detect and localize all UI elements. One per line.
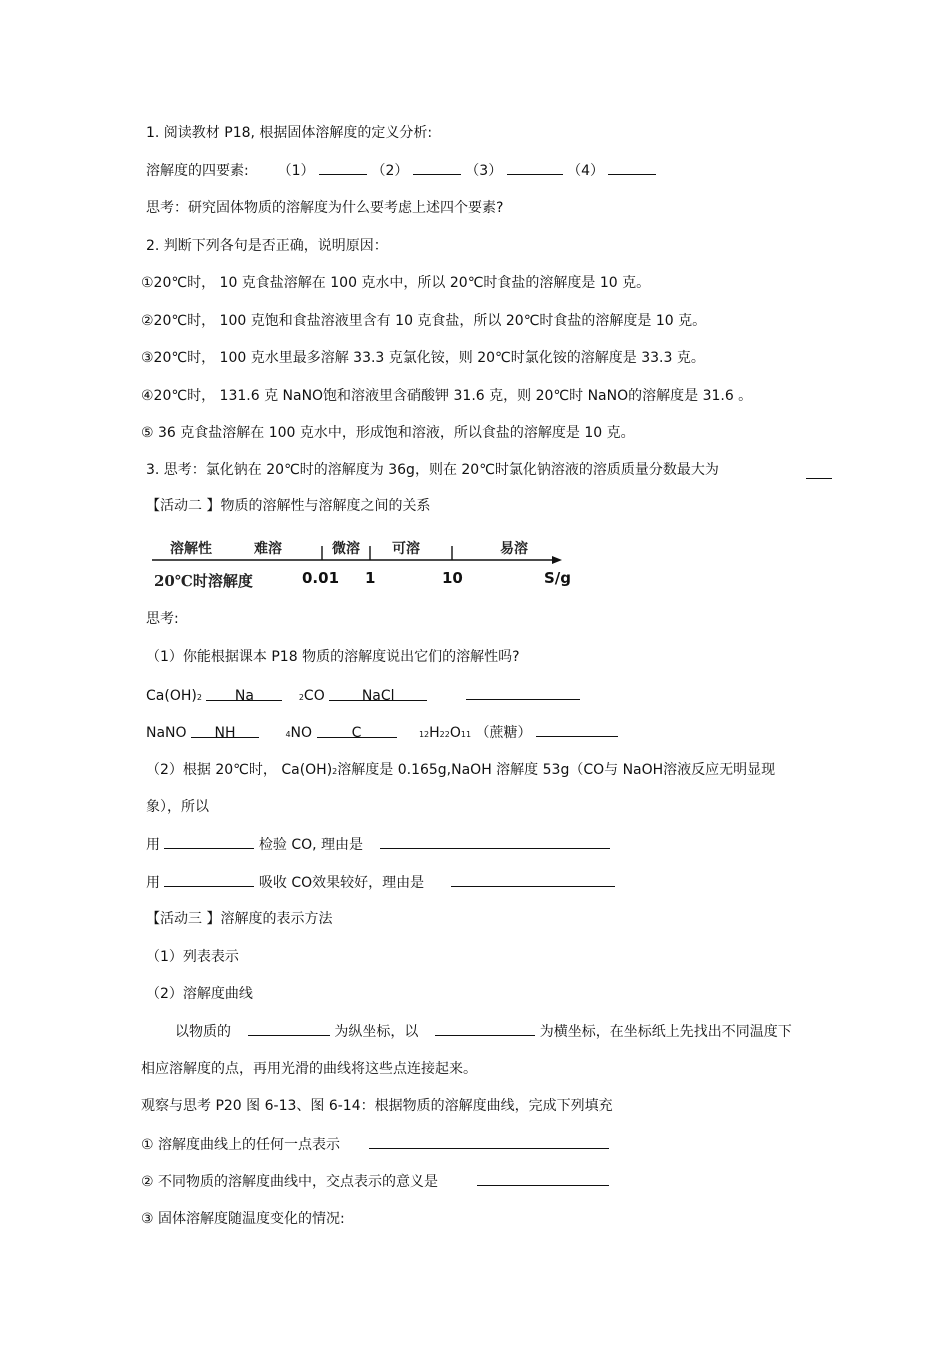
- q2-statement-4: ④20℃时， 131.6 克 NaNO饱和溶液里含硝酸钾 31.6 克，则 20℃时 NaNO的溶解度是 31.6 。: [141, 388, 753, 404]
- q1-think: 思考：研究固体物质的溶解度为什么要考虑上述四个要素?: [146, 200, 504, 216]
- q2-title: 2. 判断下列各句是否正确，说明原因：: [146, 238, 388, 254]
- q1-label: 溶解度的四要素:: [146, 163, 249, 179]
- formula-nano3: NaNO: [146, 725, 187, 741]
- activity2-think: 思考:: [146, 611, 179, 627]
- blank-absorb-reagent[interactable]: [164, 872, 254, 887]
- activity2-question-1: （1）你能根据课本 P18 物质的溶解度说出它们的溶解性吗?: [146, 649, 520, 665]
- use-row-2: 用 吸收 CO效果较好，理由是: [146, 872, 615, 893]
- solubility-scale: [148, 532, 588, 594]
- class-slightly-soluble: 微溶: [332, 541, 360, 557]
- axis-arrow-icon: [552, 556, 562, 564]
- observe-text: 观察与思考 P20 图 6-13、图 6-14：根据物质的溶解度曲线，完成下列填充: [141, 1098, 613, 1114]
- q2-statement-2: ②20℃时， 100 克饱和食盐溶液里含有 10 克食盐，所以 20℃时食盐的溶解度是 10 克。: [141, 313, 707, 329]
- tick-label-1: 1: [365, 569, 376, 587]
- blank-y-axis[interactable]: [248, 1021, 330, 1036]
- blank-na2co3[interactable]: NaCl: [329, 686, 427, 701]
- blank-intersection-meaning[interactable]: [477, 1171, 609, 1186]
- tick-label-0.01: 0.01: [302, 569, 340, 587]
- q1-n2: （2）: [371, 163, 409, 179]
- blank-3[interactable]: [507, 160, 563, 175]
- q1-n4: （4）: [567, 163, 605, 179]
- observe-item-2: ② 不同物质的溶解度曲线中，交点表示的意义是: [141, 1171, 609, 1192]
- class-soluble: 可溶: [392, 541, 420, 557]
- blank-q3[interactable]: [806, 464, 832, 479]
- class-insoluble: 难溶: [254, 541, 282, 557]
- q3-text: 3. 思考：氯化钠在 20℃时的溶解度为 36g，则在 20℃时氯化钠溶液的溶质质量分数最大为: [146, 462, 719, 478]
- q2-statement-5: ⑤ 36 克食盐溶解在 100 克水中，形成饱和溶液，所以食盐的溶解度是 10 克。: [141, 425, 635, 441]
- activity3-item-2: （2）溶解度曲线: [146, 986, 253, 1002]
- blank-absorb-reason[interactable]: [451, 872, 615, 887]
- formula-row-2: NaNO NH 4NO C 12H22O11 （蔗糖）: [146, 722, 618, 745]
- activity3-item-1: （1）列表表示: [146, 949, 239, 965]
- q2-statement-1: ①20℃时， 10 克食盐溶解在 100 克水中，所以 20℃时食盐的溶解度是 10 克。: [141, 275, 651, 291]
- formula-co: CO: [303, 688, 325, 704]
- blank-1[interactable]: [319, 160, 367, 175]
- blank-x-axis[interactable]: [435, 1021, 535, 1036]
- class-very-soluble: 易溶: [500, 541, 528, 557]
- blank-nacl[interactable]: [466, 685, 580, 700]
- scale-row1-label: 溶解性: [170, 541, 212, 557]
- activity2-title: 【活动二 】物质的溶解性与溶解度之间的关系: [146, 498, 431, 514]
- activity3-title: 【活动三 】溶解度的表示方法: [146, 911, 333, 927]
- q2-statement-3: ③20℃时， 100 克水里最多溶解 33.3 克氯化铵，则 20℃时氯化铵的溶解度是 33.3 克。: [141, 350, 705, 366]
- curve-paragraph-1: 以物质的 为纵坐标，以 为横坐标，在坐标纸上先找出不同温度下: [175, 1021, 792, 1042]
- blank-2[interactable]: [413, 160, 461, 175]
- blank-test-reason[interactable]: [380, 834, 610, 849]
- blank-nano3[interactable]: NH: [191, 723, 259, 738]
- blank-nh4no3[interactable]: C: [317, 723, 397, 738]
- unit-label: S/g: [544, 569, 572, 587]
- use-row-1: 用 检验 CO, 理由是: [146, 834, 610, 855]
- curve-paragraph-2: 相应溶解度的点，再用光滑的曲线将这些点连接起来。: [141, 1061, 477, 1077]
- blank-point-meaning[interactable]: [369, 1134, 609, 1149]
- q1-elements-row: [146, 160, 656, 181]
- blank-4[interactable]: [608, 160, 656, 175]
- formula-no: NO: [290, 725, 313, 741]
- observe-item-1: ① 溶解度曲线上的任何一点表示: [141, 1134, 609, 1155]
- blank-sucrose[interactable]: [536, 722, 618, 737]
- sucrose-label: （蔗糖）: [475, 725, 532, 741]
- activity2-question-2-cont: 象），所以: [146, 799, 209, 815]
- formula-caoh2: Ca(OH): [146, 688, 197, 704]
- blank-caoh2[interactable]: Na: [206, 686, 282, 701]
- blank-test-reagent[interactable]: [164, 834, 254, 849]
- activity2-question-2: （2）根据 20℃时， Ca(OH)2溶解度是 0.165g,NaOH 溶解度 53g（CO与 NaOH溶液反应无明显现: [146, 762, 776, 778]
- observe-item-3: ③ 固体溶解度随温度变化的情况:: [141, 1211, 345, 1227]
- q1-title: 1. 阅读教材 P18, 根据固体溶解度的定义分析:: [146, 125, 433, 141]
- q1-n1: （1）: [277, 163, 315, 179]
- formula-row-1: Ca(OH)2 Na 2CO NaCl: [146, 685, 580, 708]
- tick-label-10: 10: [442, 569, 463, 587]
- q1-n3: （3）: [465, 163, 503, 179]
- scale-row2-label: 20℃时溶解度: [154, 572, 253, 590]
